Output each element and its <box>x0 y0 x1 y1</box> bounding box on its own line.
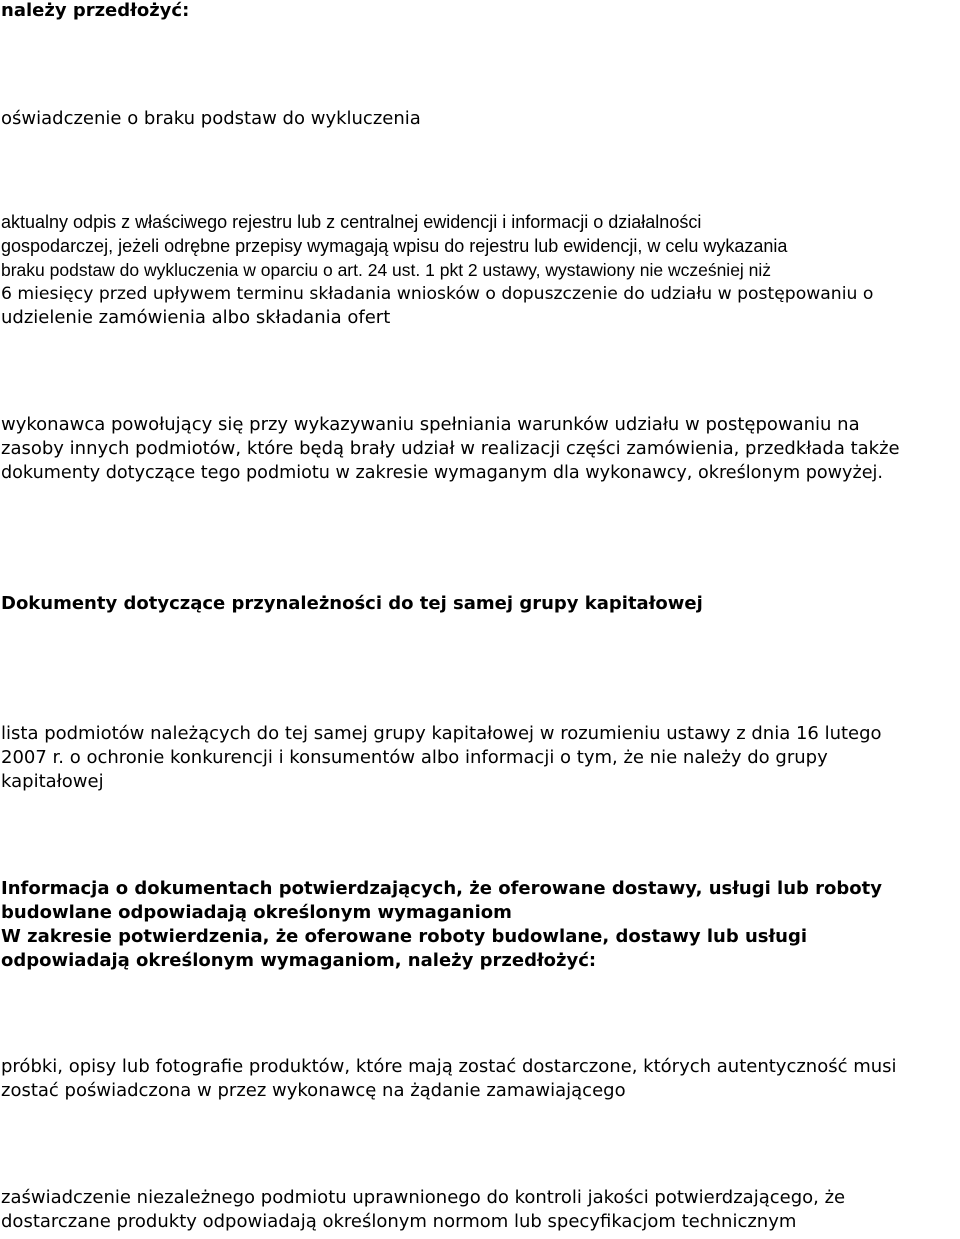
text-line: udzielenie zamówienia albo składania ofert <box>1 307 391 328</box>
text-line: lista podmiotów należących do tej samej grupy kapitałowej w rozumieniu ustawy z dnia 16 lutego <box>1 723 882 744</box>
text-line: odpowiadają określonym wymaganiom, należy przedłożyć: <box>1 950 597 971</box>
text-line: próbki, opisy lub fotografie produktów, które mają zostać dostarczone, których autentyczność musi <box>1 1056 897 1077</box>
text-line: aktualny odpis z właściwego rejestru lub z centralnej ewidencji i informacji o działalności <box>1 212 702 232</box>
text-line: dokumenty dotyczące tego podmiotu w zakresie wymaganym dla wykonawcy, określonym powyżej. <box>1 463 883 483</box>
document-item <box>1 107 958 131</box>
text-line: zostać poświadczona w przez wykonawcę na żądanie zamawiającego <box>1 1080 626 1101</box>
document-item <box>1 413 958 485</box>
text-line: zasoby innych podmiotów, które będą brały udział w realizacji części zamówienia, przedkłada także <box>1 438 900 459</box>
section-heading <box>1 0 958 23</box>
text-line: Informacja o dokumentach potwierdzających, że oferowane dostawy, usługi lub roboty <box>1 878 883 899</box>
text-line: braku podstaw do wykluczenia w oparciu o art. 24 ust. 1 pkt 2 ustawy, wystawiony nie wcześniej niż <box>1 260 772 280</box>
text-line: gospodarczej, jeżeli odrębne przepisy wymagają wpisu do rejestru lub ewidencji, w celu wykazania <box>1 236 788 256</box>
section-heading <box>1 877 958 973</box>
text-line: 6 miesięcy przed upływem terminu składania wniosków o dopuszczenie do udziału w postępowaniu o <box>1 284 874 304</box>
text-line: 2007 r. o ochronie konkurencji i konsumentów albo informacji o tym, że nie należy do grupy <box>1 747 828 768</box>
text-line: W zakresie potwierdzenia, że oferowane roboty budowlane, dostawy lub usługi <box>1 926 808 947</box>
document-item <box>1 1055 958 1103</box>
text-line: oświadczenie o braku podstaw do wykluczenia <box>1 108 421 129</box>
text-line: należy przedłożyć: <box>1 0 190 21</box>
text-line: wykonawca powołujący się przy wykazywaniu spełniania warunków udziału w postępowaniu na <box>1 414 860 435</box>
document-item <box>1 1186 958 1234</box>
document-item <box>1 210 958 330</box>
document-item <box>1 722 958 794</box>
text-line: Dokumenty dotyczące przynależności do tej samej grupy kapitałowej <box>1 593 703 614</box>
text-line: zaświadczenie niezależnego podmiotu uprawnionego do kontroli jakości potwierdzającego, że <box>1 1187 846 1208</box>
text-line: budowlane odpowiadają określonym wymaganiom <box>1 902 512 923</box>
text-line: dostarczane produkty odpowiadają określonym normom lub specyfikacjom technicznym <box>1 1211 797 1232</box>
text-line: kapitałowej <box>1 771 104 792</box>
section-heading <box>1 592 958 616</box>
